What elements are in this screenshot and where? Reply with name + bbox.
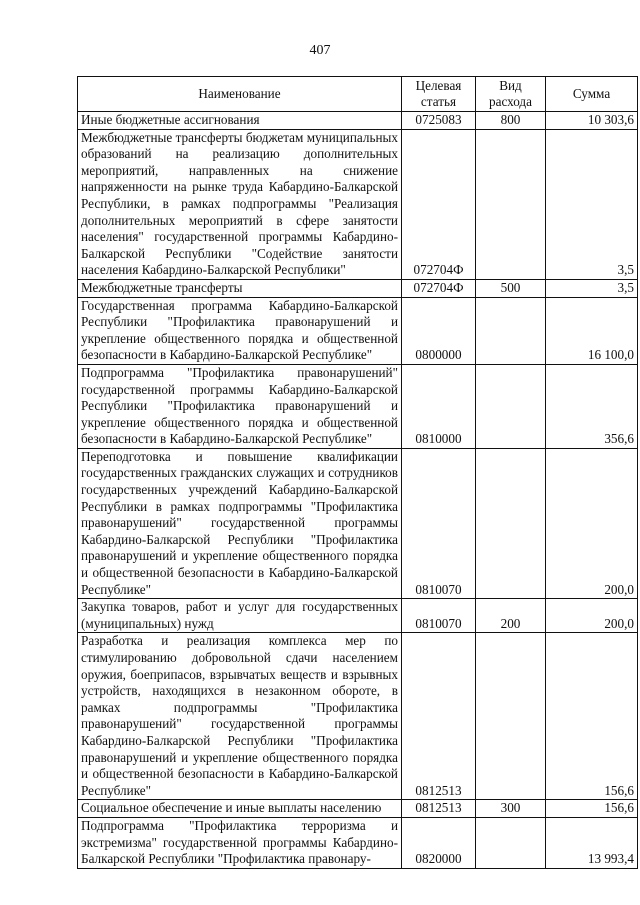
row-name: Подпрограмма "Профилактика терроризма и экстремизма" государственной программы Кабардино-Балкарской Республики "Профилактика правонару- (78, 817, 402, 868)
row-sum: 16 100,0 (546, 297, 638, 364)
table-row (78, 129, 638, 279)
row-name: Переподготовка и повышение квалификации государственных гражданских служащих и сотрудников государственных учреждений Кабардино-Балкарской Республики в рамках подпрограммы "Профилактика правонарушений" государственной программы Кабардино-Балкарской Республики "Профилактика правонарушений и укрепление общественного порядка и общественной безопасности в Кабардино-Балкарской Республике" (78, 448, 402, 598)
table-row (78, 817, 638, 868)
row-name: Закупка товаров, работ и услуг для государственных (муниципальных) нужд (78, 599, 402, 633)
row-kind: 200 (476, 599, 546, 633)
row-name: Социальное обеспечение и иные выплаты населению (78, 800, 402, 818)
header-kind: Вид расхода (476, 77, 546, 112)
row-kind (476, 129, 546, 279)
row-code: 0725083 (402, 112, 476, 130)
page-number: 407 (309, 43, 331, 58)
row-sum: 13 993,4 (546, 817, 638, 868)
row-name: Государственная программа Кабардино-Балкарской Республики "Профилактика правонарушений и укрепление общественного порядка и общественной безопасности в Кабардино-Балкарской Республике" (78, 297, 402, 364)
header-sum: Сумма (546, 77, 638, 112)
row-kind (476, 364, 546, 448)
row-code: 0810070 (402, 599, 476, 633)
row-name: Межбюджетные трансферты бюджетам муниципальных образований на реализацию дополнительных мероприятий, направленных на снижение напряженности на рынке труда Кабардино-Балкарской Республики, в рамках подпрограммы "Реализация дополнительных мероприятий в сфере занятости населения" государственной программы Кабардино-Балкарской Республики "Содействие занятости населения Кабардино-Балкарской Республики" (78, 129, 402, 279)
row-sum: 156,6 (546, 633, 638, 800)
row-sum: 3,5 (546, 279, 638, 297)
row-code: 072704Ф (402, 129, 476, 279)
row-sum: 10 303,6 (546, 112, 638, 130)
table-header-row (78, 77, 638, 112)
row-code: 0812513 (402, 800, 476, 818)
table-row (78, 279, 638, 297)
row-code: 0812513 (402, 633, 476, 800)
row-sum: 356,6 (546, 364, 638, 448)
row-name: Подпрограмма "Профилактика правонарушений" государственной программы Кабардино-Балкарской Республики "Профилактика правонарушений и укрепление общественного порядка и общественной безопасности в Кабардино-Балкарской Республике" (78, 364, 402, 448)
row-kind: 500 (476, 279, 546, 297)
row-name: Иные бюджетные ассигнования (78, 112, 402, 130)
row-code: 0810000 (402, 364, 476, 448)
row-name: Межбюджетные трансферты (78, 279, 402, 297)
row-code: 0810070 (402, 448, 476, 598)
table-row (78, 800, 638, 818)
header-name: Наименование (78, 77, 402, 112)
header-code: Целевая статья (402, 77, 476, 112)
row-code: 072704Ф (402, 279, 476, 297)
row-kind (476, 297, 546, 364)
row-kind (476, 448, 546, 598)
table-row (78, 599, 638, 633)
row-name: Разработка и реализация комплекса мер по стимулированию добровольной сдачи населением оружия, боеприпасов, взрывчатых веществ и взрывных устройств, находящихся в незаконном обороте, в рамках подпрограммы "Профилактика правонарушений" государственной программы Кабардино-Балкарской Республики "Профилактика правонарушений и укрепление общественного порядка и общественной безопасности в Кабардино-Балкарской Республике" (78, 633, 402, 800)
row-code: 0800000 (402, 297, 476, 364)
table-row (78, 112, 638, 130)
budget-table (77, 76, 638, 869)
table-row (78, 633, 638, 800)
row-kind: 800 (476, 112, 546, 130)
row-sum: 200,0 (546, 448, 638, 598)
table-row (78, 364, 638, 448)
row-sum: 156,6 (546, 800, 638, 818)
row-kind (476, 817, 546, 868)
row-kind (476, 633, 546, 800)
table-row (78, 448, 638, 598)
row-code: 0820000 (402, 817, 476, 868)
row-sum: 3,5 (546, 129, 638, 279)
row-sum: 200,0 (546, 599, 638, 633)
row-kind: 300 (476, 800, 546, 818)
table-row (78, 297, 638, 364)
